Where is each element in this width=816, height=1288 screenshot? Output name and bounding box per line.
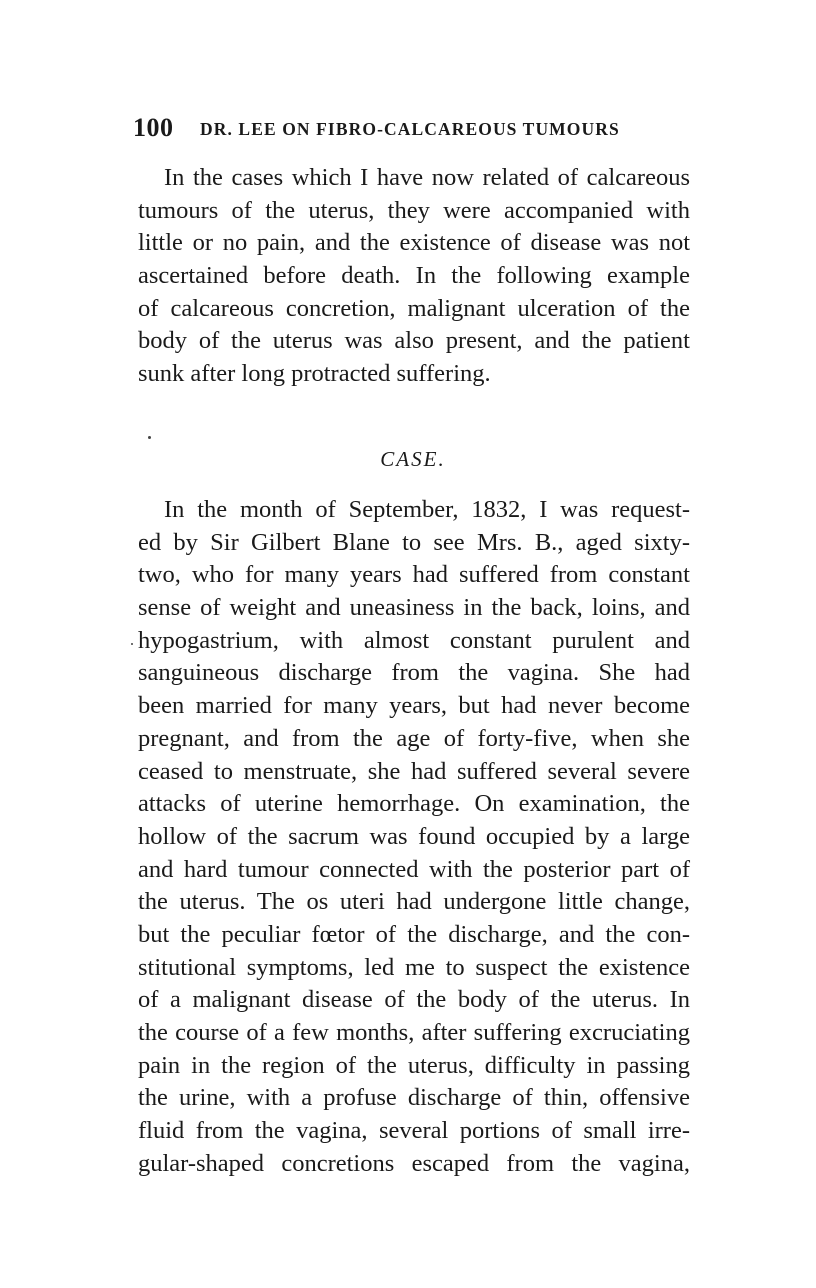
text-line: tumours of the uterus, they were accompanied with <box>138 196 690 224</box>
running-title: DR. LEE ON FIBRO-CALCAREOUS TUMOURS <box>200 119 620 139</box>
text-line: attacks of uterine hemorrhage. On examination, the <box>138 790 690 818</box>
text-line: hypogastrium, with almost constant purulent and <box>138 626 690 654</box>
text-line: and hard tumour connected with the posterior part of <box>138 855 690 883</box>
print-speck <box>148 436 151 439</box>
text-line: body of the uterus was also present, and the patient <box>138 327 690 355</box>
intro-paragraph <box>138 162 690 391</box>
text-line: In the month of September, 1832, I was request- <box>164 496 690 523</box>
text-line: ascertained before death. In the following example <box>138 262 690 290</box>
text-line: of a malignant disease of the body of the uterus. In <box>138 986 690 1014</box>
text-line: sense of weight and uneasiness in the back, loins, and <box>138 594 690 622</box>
text-line: the course of a few months, after suffering excruciating <box>138 1019 690 1046</box>
text-line: been married for many years, but had never become <box>138 692 690 720</box>
text-line: sunk after long protracted suffering. <box>138 360 491 388</box>
text-line: two, who for many years had suffered from constant <box>138 561 690 589</box>
text-line: but the peculiar fœtor of the discharge, and the con- <box>138 920 690 948</box>
text-line: fluid from the vagina, several portions of small irre- <box>138 1117 690 1145</box>
text-line: gular-shaped concretions escaped from the vagina, <box>138 1149 690 1177</box>
text-line: pain in the region of the uterus, difficulty in passing <box>138 1051 690 1079</box>
text-line: of calcareous concretion, malignant ulceration of the <box>138 294 690 322</box>
text-line: stitutional symptoms, led me to suspect the existence <box>138 953 690 981</box>
text-line: In the cases which I have now related of calcareous <box>164 164 690 191</box>
text-line: ed by Sir Gilbert Blane to see Mrs. B., aged sixty- <box>138 528 690 556</box>
section-heading: CASE. <box>380 447 446 471</box>
case-paragraph <box>138 494 690 1180</box>
text-line: pregnant, and from the age of forty-five, when she <box>138 724 690 752</box>
text-line: ceased to menstruate, she had suffered several severe <box>138 757 690 785</box>
text-line: the uterus. The os uteri had undergone little change, <box>138 888 690 916</box>
text-line: sanguineous discharge from the vagina. She had <box>138 659 690 687</box>
print-speck <box>131 643 133 645</box>
text-line: the urine, with a profuse discharge of thin, offensive <box>138 1084 690 1112</box>
text-line: little or no pain, and the existence of disease was not <box>138 229 690 257</box>
page-number: 100 <box>133 113 174 142</box>
text-line: hollow of the sacrum was found occupied by a large <box>138 822 690 850</box>
running-head <box>133 113 693 143</box>
